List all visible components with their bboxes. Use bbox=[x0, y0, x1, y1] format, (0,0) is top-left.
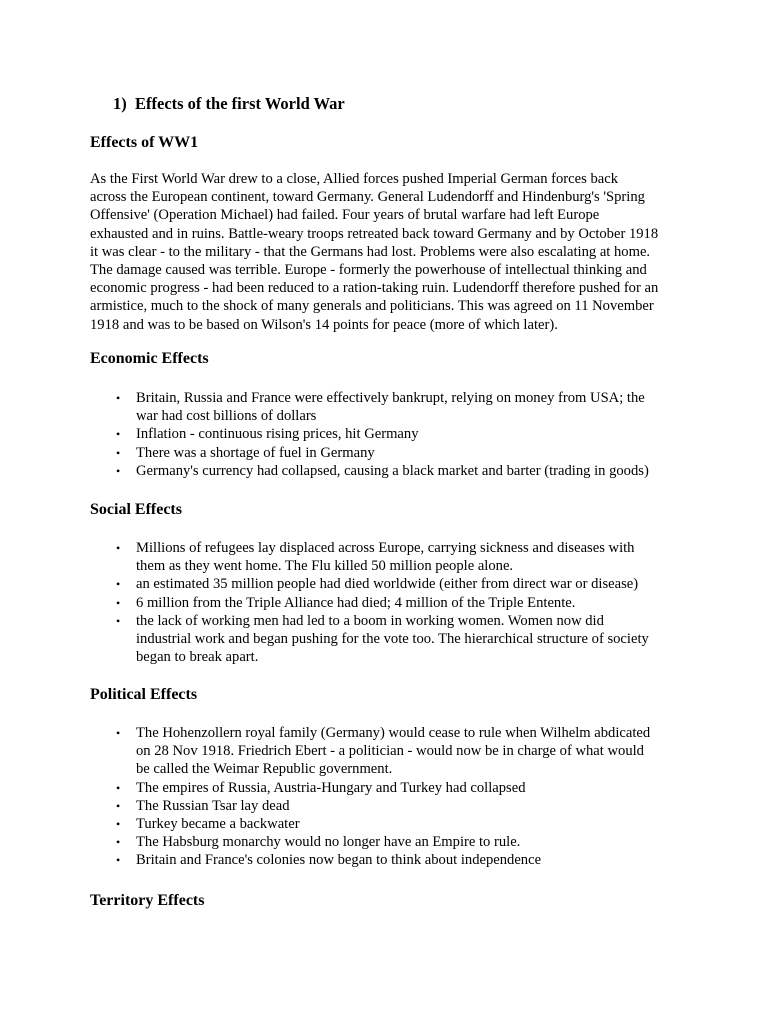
bullet-icon: • bbox=[116, 541, 121, 555]
list-item-line: The Habsburg monarchy would no longer have an Empire to rule. bbox=[136, 834, 521, 851]
list-item bbox=[90, 594, 690, 612]
list-item-line: 6 million from the Triple Alliance had died; 4 million of the Triple Entente. bbox=[136, 594, 576, 611]
list-item-line: The Hohenzollern royal family (Germany) would cease to rule when Wilhelm abdicated bbox=[136, 725, 651, 741]
bullet-icon: • bbox=[116, 445, 121, 460]
list-item bbox=[90, 815, 690, 833]
list-item-line: Germany's currency had collapsed, causing a black market and barter (trading in goods) bbox=[136, 462, 649, 479]
list-item bbox=[90, 724, 690, 779]
list-item-line: industrial work and began pushing for the vote too. The hierarchical structure of society bbox=[136, 631, 649, 648]
list-item-line: Inflation - continuous rising prices, hit Germany bbox=[136, 426, 419, 443]
list-item-line: The empires of Russia, Austria-Hungary and Turkey had collapsed bbox=[136, 779, 526, 796]
intro-line: it was clear - to the military - that the Germans had lost. Problems were also escalating at home. bbox=[90, 243, 651, 260]
list-item-line: be called the Weimar Republic government. bbox=[136, 761, 393, 778]
intro-line: across the European continent, toward Germany. General Ludendorff and Hindenburg's 'Spring bbox=[90, 189, 645, 206]
bullet-icon: • bbox=[116, 577, 121, 592]
intro-line: Offensive' (Operation Michael) had failed. Four years of brutal warfare had left Europe bbox=[90, 207, 600, 224]
list-item bbox=[90, 779, 690, 797]
list-item bbox=[90, 389, 690, 425]
list-item bbox=[90, 444, 690, 462]
list-item bbox=[90, 425, 690, 443]
list-item bbox=[90, 575, 690, 593]
bullet-icon: • bbox=[116, 726, 121, 740]
bullet-icon: • bbox=[116, 391, 121, 405]
list-item bbox=[90, 851, 690, 869]
title-number: 1) bbox=[113, 94, 127, 113]
list-item-line: the lack of working men had led to a boom in working women. Women now did bbox=[136, 612, 604, 629]
heading-effects-of-ww1: Effects of WW1 bbox=[90, 134, 199, 151]
title-text: Effects of the first World War bbox=[135, 94, 345, 113]
intro-line: economic progress - had been reduced to a ration-taking ruin. Ludendorff therefore pushed for an bbox=[90, 280, 659, 297]
bullet-icon: • bbox=[116, 798, 121, 813]
list-item bbox=[90, 539, 690, 575]
political-effects-list bbox=[90, 724, 690, 870]
bullet-icon: • bbox=[116, 613, 121, 628]
list-item-line: Britain, Russia and France were effectively bankrupt, relying on money from USA; the bbox=[136, 390, 645, 406]
bullet-icon: • bbox=[116, 835, 121, 850]
list-item bbox=[90, 462, 690, 480]
list-item bbox=[90, 833, 690, 851]
bullet-icon: • bbox=[116, 427, 121, 442]
heading-social-effects: Social Effects bbox=[90, 501, 182, 518]
list-item-line: an estimated 35 million people had died worldwide (either from direct war or disease) bbox=[136, 576, 639, 593]
bullet-icon: • bbox=[116, 595, 121, 610]
list-item-line: Britain and France's colonies now began to think about independence bbox=[136, 852, 542, 869]
list-item-line: on 28 Nov 1918. Friedrich Ebert - a politician - would now be in charge of what would bbox=[136, 743, 644, 760]
list-item bbox=[90, 612, 690, 667]
list-item-line: Turkey became a backwater bbox=[136, 816, 300, 833]
intro-line: The damage caused was terrible. Europe - formerly the powerhouse of intellectual thinking and bbox=[90, 262, 647, 279]
intro-line: exhausted and in ruins. Battle-weary troops retreated back toward Germany and by October 1918 bbox=[90, 225, 659, 242]
bullet-icon: • bbox=[116, 463, 121, 478]
document-title bbox=[113, 94, 345, 114]
list-item-line: them as they went home. The Flu killed 50 million people alone. bbox=[136, 558, 514, 575]
heading-political-effects: Political Effects bbox=[90, 686, 198, 703]
list-item-line: war had cost billions of dollars bbox=[136, 408, 317, 425]
bullet-icon: • bbox=[116, 853, 121, 868]
intro-paragraph bbox=[90, 170, 690, 334]
intro-line: armistice, much to the shock of many generals and politicians. This was agreed on 11 November bbox=[90, 298, 654, 315]
list-item-line: began to break apart. bbox=[136, 649, 259, 666]
bullet-icon: • bbox=[116, 780, 121, 795]
bullet-icon: • bbox=[116, 817, 121, 832]
list-item-line: There was a shortage of fuel in Germany bbox=[136, 444, 375, 461]
list-item-line: Millions of refugees lay displaced across Europe, carrying sickness and diseases with bbox=[136, 540, 635, 556]
social-effects-list bbox=[90, 539, 690, 666]
intro-line: 1918 and was to be based on Wilson's 14 points for peace (more of which later). bbox=[90, 316, 558, 333]
intro-line: As the First World War drew to a close, Allied forces pushed Imperial German forces back bbox=[90, 171, 619, 187]
list-item-line: The Russian Tsar lay dead bbox=[136, 797, 290, 814]
heading-economic-effects: Economic Effects bbox=[90, 350, 209, 367]
heading-territory-effects: Territory Effects bbox=[90, 892, 205, 909]
economic-effects-list bbox=[90, 389, 690, 480]
list-item bbox=[90, 797, 690, 815]
